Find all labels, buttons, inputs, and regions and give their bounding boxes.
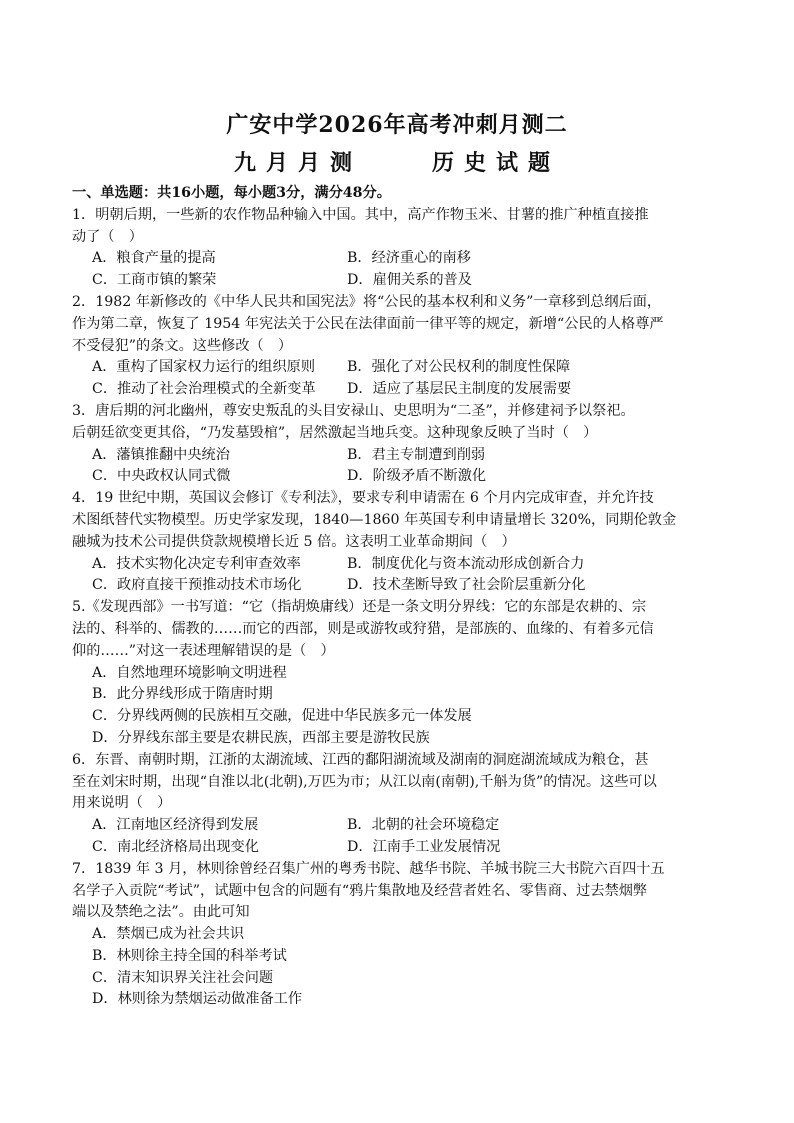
option-b[interactable]: B．君主专制遭到削弱 [347,446,486,463]
option-b[interactable]: B．制度优化与资本流动形成创新合力 [347,555,585,572]
option-b[interactable]: B．林则徐主持全国的科举考试 [92,947,287,964]
option-d[interactable]: D．分界线东部主要是农耕民族，西部主要是游牧民族 [92,729,430,746]
question-stem-line: 用来说明（ ） [72,795,172,812]
option-a[interactable]: A．江南地区经济得到发展 [92,817,259,834]
option-a[interactable]: A．重构了国家权力运行的组织原则 [92,359,316,376]
exam-title: 广安中学2026年高考冲刺月测二 [226,112,568,138]
question-5 [72,597,736,750]
exam-subtitle [0,146,794,177]
question-7 [72,859,736,1012]
question-4 [72,488,736,597]
question-stem-line: 1．明朝后期，一些新的农作物品种输入中国。其中，高产作物玉米、甘薯的推广种植直接推 [72,206,649,223]
option-b[interactable]: B．强化了对公民权利的制度性保障 [347,359,571,376]
option-a[interactable]: A．粮食产量的提高 [92,250,216,267]
question-stem-line: 仰的……”对这一表述理解错误的是（ ） [72,642,335,659]
option-b[interactable]: B．经济重心的南移 [347,250,471,267]
question-1 [72,205,736,292]
option-c[interactable]: C．分界线两侧的民族相互交融，促进中华民族多元一体发展 [92,708,472,725]
question-stem-line: 至在刘宋时期，出现“自淮以北(北朝),万匹为市；从江以南(南朝),千斛为货”的情况。这些可以 [72,773,657,790]
question-2 [72,292,736,401]
question-stem-line: 术图纸替代实物模型。历史学家发现，1840—1860 年英国专利申请量增长 320%，同期伦敦金 [72,511,677,528]
question-stem-line: 6．东晋、南朝时期，江浙的太湖流域、江西的鄱阳湖流域及湖南的洞庭湖流域成为粮仓，甚 [72,751,649,768]
question-stem-line: 4．19 世纪中期，英国议会修订《专利法》，要求专利申请需在 6 个月内完成审查，并允许技 [72,490,654,507]
option-d[interactable]: D．江南手工业发展情况 [347,838,501,855]
question-stem-line: 3．唐后期的河北幽州，尊安史叛乱的头目安禄山、史思明为“二圣”，并修建祠予以祭祀。 [72,402,635,419]
option-c[interactable]: C．南北经济格局出现变化 [92,838,259,855]
option-a[interactable]: A．自然地理环境影响文明进程 [92,664,287,681]
question-3 [72,401,736,488]
subtitle-month-test: 九月月测 [233,150,362,176]
option-c[interactable]: C．清末知识界关注社会问题 [92,969,274,986]
question-stem-line: 作为第二章，恢复了 1954 年宪法关于公民在法律面前一律平等的规定，新增“公民的人格尊严 [72,315,664,332]
option-c[interactable]: C．推动了社会治理模式的全新变革 [92,381,316,398]
option-d[interactable]: D．阶级矛盾不断激化 [347,468,487,485]
option-c[interactable]: C．中央政权认同式微 [92,468,231,485]
option-c[interactable]: C．工商市镇的繁荣 [92,272,217,289]
question-stem-line: 动了（ ） [72,228,143,245]
question-stem-line: 法的、科举的、儒教的……而它的西部，则是或游牧或狩猎，是部族的、血缘的、有着多元信 [72,620,654,637]
option-a[interactable]: A．藩镇推翻中央统治 [92,446,230,463]
exam-content [72,183,736,1011]
question-stem-line: 融城为技术公司提供贷款规模增长近 5 倍。这表明工业革命期间（ ） [72,533,516,550]
question-stem-line: 2．1982 年新修改的《中华人民共和国宪法》将“公民的基本权利和义务”一章移到总纲后面， [72,293,662,310]
section-heading: 一、单选题：共16小题，每小题3分，满分48分。 [72,185,391,201]
question-stem-line: 端以及禁绝之法”。由此可知 [72,904,250,921]
option-b[interactable]: B．北朝的社会环境稳定 [347,817,500,834]
option-b[interactable]: B．此分界线形成于隋唐时期 [92,686,273,703]
question-stem-line: 不受侵犯”的条文。这些修改（ ） [72,337,293,354]
option-d[interactable]: D．雇佣关系的普及 [347,272,472,289]
subtitle-subject: 历史试题 [432,150,561,176]
question-stem-line: 7．1839 年 3 月，林则徐曾经召集广州的粤秀书院、越华书院、羊城书院三大书院六百四十五 [72,860,665,877]
question-stem-line: 后朝廷欲变更其俗，“乃发墓毁棺”，居然激起当地兵变。这种现象反映了当时（ ） [72,424,598,441]
option-d[interactable]: D．适应了基层民主制度的发展需要 [347,381,572,398]
question-stem-line: 名学子入贡院“考试”，试题中包含的问题有“鸦片集散地及经营者姓名、零售商、过去禁烟弊 [72,882,648,899]
option-d[interactable]: D．技术垄断导致了社会阶层重新分化 [347,577,586,594]
option-c[interactable]: C．政府直接干预推动技术市场化 [92,577,302,594]
option-d[interactable]: D．林则徐为禁烟运动做准备工作 [92,991,303,1008]
option-a[interactable]: A．禁烟已成为社会共识 [92,926,245,943]
question-6 [72,750,736,859]
question-stem-line: 5.《发现西部》一书写道：“它（指胡焕庸线）还是一条文明分界线：它的东部是农耕的、宗 [72,599,647,616]
option-a[interactable]: A．技术实物化决定专利审查效率 [92,555,301,572]
